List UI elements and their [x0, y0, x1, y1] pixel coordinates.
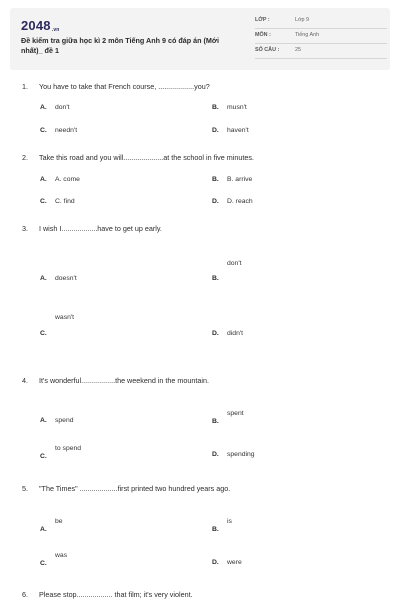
option-letter: D. — [212, 198, 219, 205]
question-number: 1. — [22, 82, 28, 91]
question-stem: It's wonderful.................the weekend in the mountain. — [39, 376, 209, 385]
meta-subject-label: MÔN : — [255, 32, 271, 38]
option-text: didn't — [227, 330, 244, 337]
option-letter: D. — [212, 127, 219, 134]
meta-class-row — [255, 16, 387, 29]
option-text: doesn't — [55, 275, 77, 282]
document-header — [10, 8, 390, 70]
meta-class-label: LỚP : — [255, 17, 270, 23]
option-letter: B. — [212, 418, 219, 425]
option-letter: A. — [40, 275, 47, 282]
meta-subject-value: Tiếng Anh — [295, 32, 320, 38]
option-letter: D. — [212, 451, 219, 458]
logo-text: 2048 — [21, 18, 51, 33]
meta-class-value: Lớp 9 — [295, 17, 310, 23]
option-text: musn't — [227, 104, 247, 111]
option-text: C. find — [55, 198, 75, 205]
option-text: is — [227, 518, 232, 525]
meta-count-label: SỐ CÂU : — [255, 47, 280, 53]
option-text: be — [55, 518, 63, 525]
option-text: don't — [227, 260, 242, 267]
site-logo[interactable] — [21, 18, 60, 33]
option-text: spend — [55, 417, 74, 424]
logo-suffix: .vn — [51, 27, 60, 33]
option-letter: A. — [40, 526, 47, 533]
meta-subject-row — [255, 31, 387, 44]
option-text: was — [55, 552, 68, 559]
option-letter: A. — [40, 176, 47, 183]
document-title: Đề kiểm tra giữa học kì 2 môn Tiếng Anh 9 có đáp án (Mới nhất)_ đề 1 — [21, 36, 220, 55]
option-text: spent — [227, 410, 244, 417]
option-letter: C. — [40, 560, 47, 567]
option-letter: C. — [40, 453, 47, 460]
question-number: 3. — [22, 224, 28, 233]
question-number: 5. — [22, 484, 28, 493]
option-letter: C. — [40, 330, 47, 337]
option-text: B. arrive — [227, 176, 253, 183]
option-letter: B. — [212, 176, 219, 183]
question-stem: You have to take that French course, ..................you? — [39, 82, 210, 91]
question-stem: "The Times" ...................first printed two hundred years ago. — [39, 484, 231, 493]
meta-count-row — [255, 46, 387, 59]
question-stem: I wish I..................have to get up early. — [39, 224, 162, 233]
question-stem: Please stop.................. that film; it's very violent. — [39, 590, 193, 599]
option-text: were — [227, 559, 242, 566]
question-stem: Take this road and you will....................at the school in five minutes. — [39, 153, 254, 162]
option-text: A. come — [55, 176, 80, 183]
option-letter: B. — [212, 526, 219, 533]
option-letter: B. — [212, 104, 219, 111]
question-number: 2. — [22, 153, 28, 162]
option-letter: D. — [212, 330, 219, 337]
meta-count-value: 25 — [295, 47, 301, 53]
option-text: D. reach — [227, 198, 253, 205]
option-text: needn't — [55, 127, 78, 134]
option-letter: A. — [40, 104, 47, 111]
option-text: don't — [55, 104, 70, 111]
option-text: to spend — [55, 445, 82, 452]
option-letter: A. — [40, 417, 47, 424]
option-text: haven't — [227, 127, 249, 134]
option-text: wasn't — [55, 314, 75, 321]
option-letter: C. — [40, 198, 47, 205]
question-number: 4. — [22, 376, 28, 385]
option-letter: C. — [40, 127, 47, 134]
option-text: spending — [227, 451, 255, 458]
option-letter: D. — [212, 559, 219, 566]
option-letter: B. — [212, 275, 219, 282]
question-number: 6. — [22, 590, 28, 599]
